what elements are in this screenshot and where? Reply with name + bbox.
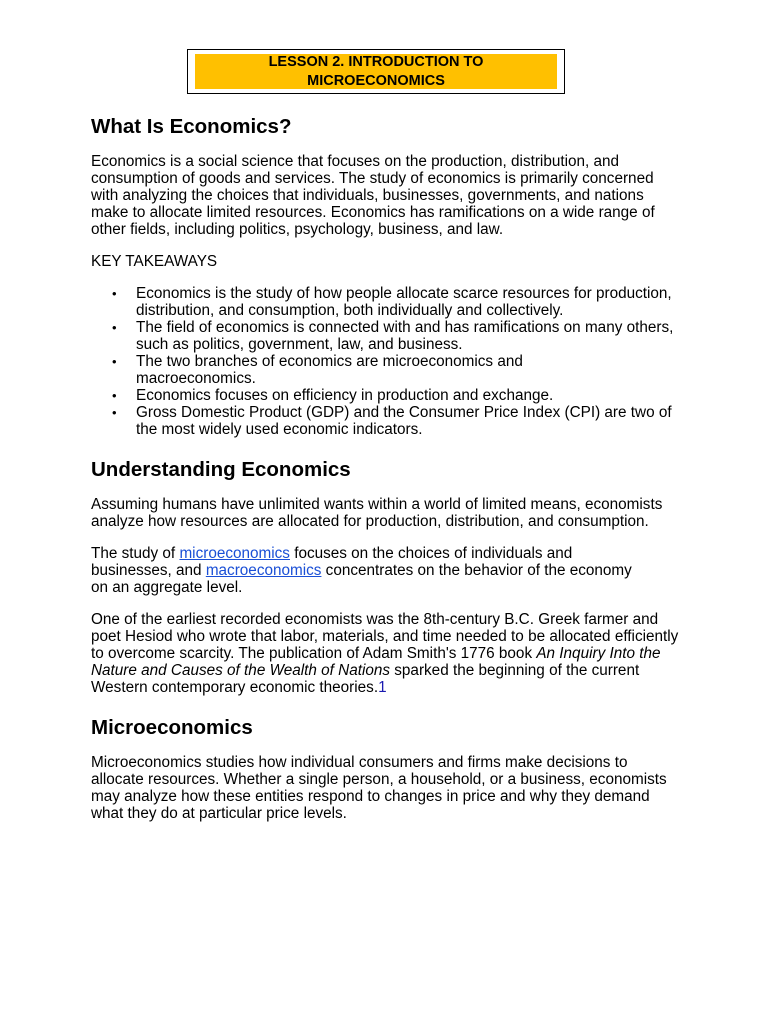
footnote-reference-link[interactable]: 1 [378,679,387,696]
list-item: • Gross Domestic Product (GDP) and the Consumer Price Index (CPI) are two of the most widely used economic indicators. [136,404,681,438]
book-title: An Inquiry Into the Nature and Causes of the Wealth of Nations [91,645,661,679]
key-takeaways-label: KEY TAKEAWAYS [91,253,218,270]
key-takeaways-list [91,285,681,438]
lesson-title-banner [195,54,557,89]
heading-understanding-economics: Understanding Economics [91,458,351,481]
list-item: • The field of economics is connected with and has ramifications on many others, such as politics, government, law, and business. [136,319,681,353]
microeconomics-link[interactable]: microeconomics [179,545,290,562]
list-item: • The two branches of economics are microeconomics and macroeconomics. [136,353,576,387]
paragraph-understanding-3: One of the earliest recorded economists was the 8th-century B.C. Greek farmer and poet Hesiod who wrote that labor, materials, and time needed to be allocated efficiently to overcome scarcity. The publication of Adam Smith's 1776 book An Inquiry Into the Nature and Causes of the Wealth of Nations sparked the beginning of the current Western contemporary economic theories.1 [91,611,679,696]
heading-what-is-economics: What Is Economics? [91,115,292,138]
lesson-title: LESSON 2. INTRODUCTION TO MICROECONOMICS [268,53,484,89]
document-content [91,112,691,822]
paragraph-understanding-1: Assuming humans have unlimited wants within a world of limited means, economists analyze how resources are allocated for production, distribution, and consumption. [91,496,663,530]
list-item: • Economics is the study of how people allocate scarce resources for production, distribution, and consumption, both individually and collectively. [136,285,681,319]
heading-microeconomics: Microeconomics [91,716,253,739]
paragraph-microeconomics: Microeconomics studies how individual consumers and firms make decisions to allocate resources. Whether a single person, a household, or a business, economists may analyze how these entities respond to changes in price and why they demand what they do at particular price levels. [91,754,667,822]
paragraph-what-is-economics: Economics is a social science that focuses on the production, distribution, and consumption of goods and services. The study of economics is primarily concerned with analyzing the choices that individuals, businesses, governments, and nations make to allocate limited resources. Economics has ramifications on a wide range of other fields, including politics, psychology, business, and law. [91,153,655,238]
macroeconomics-link[interactable]: macroeconomics [205,562,322,579]
list-item: • Economics focuses on efficiency in production and exchange. [136,387,681,404]
lesson-title-box [187,49,565,94]
paragraph-understanding-2: The study of microeconomics focuses on the choices of individuals and businesses, and macroeconomics concentrates on the behavior of the economy on an aggregate level. [91,545,632,596]
